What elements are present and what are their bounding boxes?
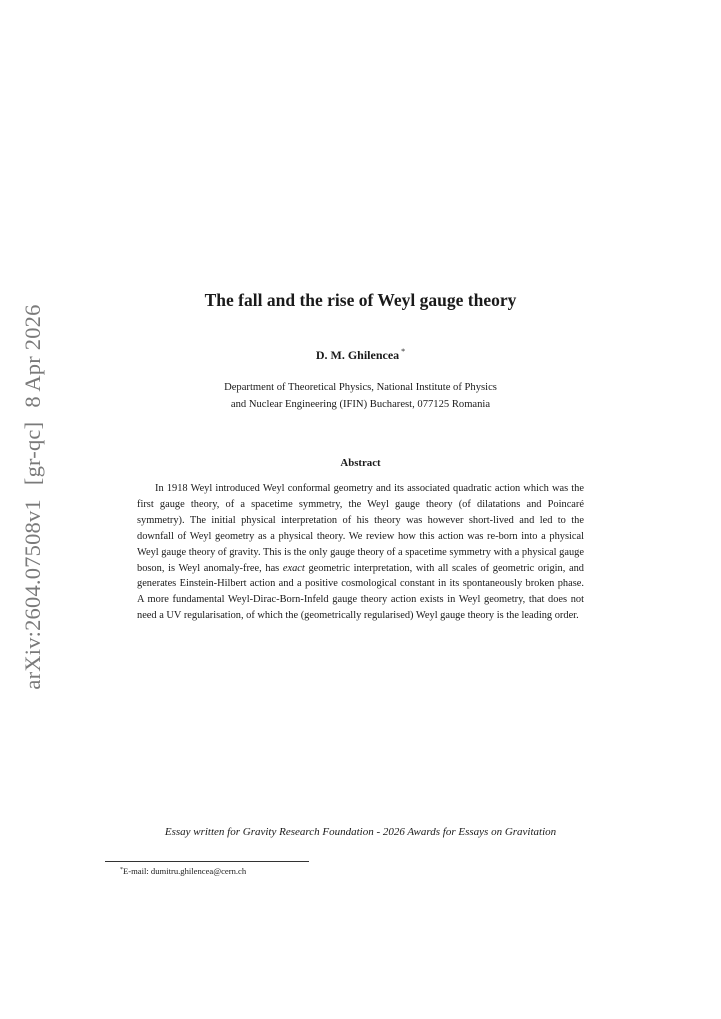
author-footnote-mark: * bbox=[401, 347, 406, 356]
abstract-emphasis: exact bbox=[282, 562, 305, 574]
affiliation-line-2: and Nuclear Engineering (IFIN) Bucharest, 077125 Romania bbox=[230, 399, 491, 410]
abstract-heading: Abstract bbox=[340, 457, 381, 469]
abstract-part-2: geometric interpretation, with all scales of geometric origin, and generates Einstein-Hilbert action and a positive cosmological constant in its spontaneously broken phase. A more fundamental Weyl-Dirac-Born-Infeld gauge theory action exists in Weyl geometry, that does not need a UV regularisation, of which the (geometrically regularised) Weyl gauge theory is the leading order. bbox=[137, 562, 584, 622]
affiliation-line-1: Department of Theoretical Physics, National Institute of Physics bbox=[224, 382, 497, 393]
abstract-text bbox=[137, 481, 584, 624]
author-name: D. M. Ghilencea bbox=[315, 348, 400, 362]
paper-title: The fall and the rise of Weyl gauge theory bbox=[204, 290, 517, 310]
footnote-email: E-mail: dumitru.ghilencea@cern.ch bbox=[123, 866, 247, 876]
author-line bbox=[0, 347, 721, 363]
footnote-mark: * bbox=[120, 867, 123, 873]
arxiv-date: 8 Apr 2026 bbox=[20, 304, 45, 408]
essay-note: Essay written for Gravity Research Foundation - 2026 Awards for Essays on Gravitation bbox=[164, 826, 557, 838]
footnote-divider bbox=[105, 861, 309, 862]
footnote bbox=[120, 866, 246, 876]
affiliation bbox=[0, 379, 721, 413]
arxiv-category: [gr-qc] bbox=[20, 421, 45, 486]
arxiv-id: arXiv:2604.07508v1 bbox=[20, 499, 45, 690]
abstract-part-1: In 1918 Weyl introduced Weyl conformal geometry and its associated quadratic action which was the first gauge theory, of a spacetime symmetry, the Weyl gauge theory (of dilatations and Poincaré symmetry). The initial physical interpretation of his theory was however short-lived and led to the downfall of Weyl geometry as a physical theory. We review how this action was re-born into a physical Weyl gauge theory of gravity. This is the only gauge theory of a spacetime symmetry with a physical gauge boson, is Weyl anomaly-free, has bbox=[137, 483, 584, 574]
